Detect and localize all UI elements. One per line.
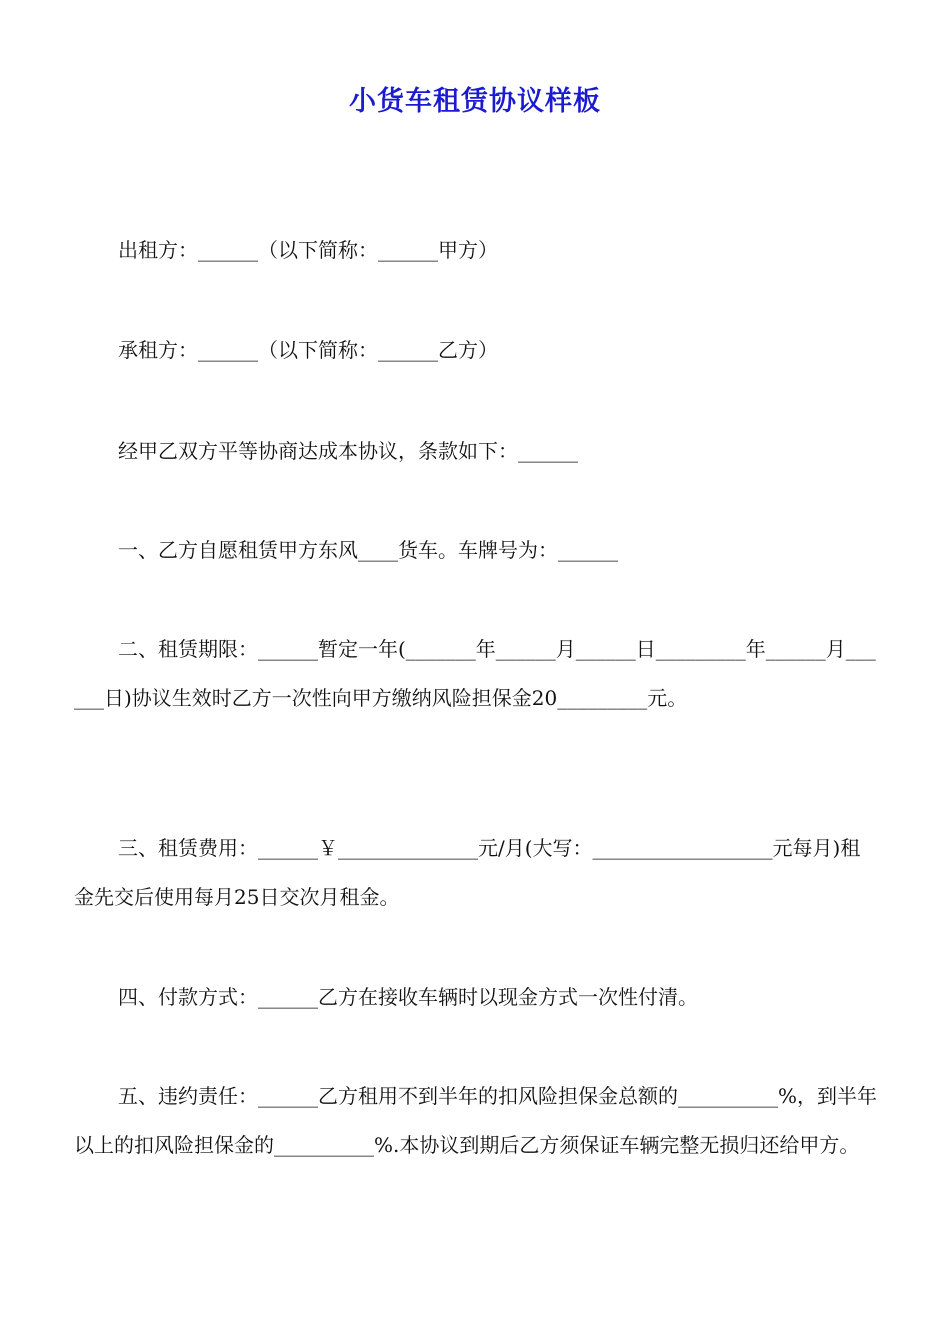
paragraph-clause-4: 四、付款方式：______乙方在接收车辆时以现金方式一次性付清。	[118, 985, 698, 1009]
paragraph-lessor: 出租方：______（以下简称：______甲方）	[118, 238, 498, 262]
paragraph-preamble: 经甲乙双方平等协商达成本协议，条款如下：______	[118, 439, 578, 463]
document-title: 小货车租赁协议样板	[349, 86, 601, 117]
paragraph-clause-1: 一、乙方自愿租赁甲方东风____货车。车牌号为：______	[118, 538, 618, 562]
paragraph-clause-2: 二、租赁期限：______暂定一年(_______年______月______日_________年______月______日)协议生效时乙方一次性向甲方缴纳风险担保金20_________元。	[74, 637, 876, 710]
paragraph-clause-3: 三、租赁费用：______￥______________元/月(大写：__________________元每月)租金先交后使用每月25日交次月租金。	[74, 836, 861, 909]
paragraph-clause-5: 五、违约责任：______乙方租用不到半年的扣风险担保金总额的__________%，到半年以上的扣风险担保金的__________%.本协议到期后乙方须保证车辆完整无损归还给甲方。	[74, 1084, 878, 1157]
paragraph-lessee: 承租方：______（以下简称：______乙方）	[118, 338, 498, 362]
